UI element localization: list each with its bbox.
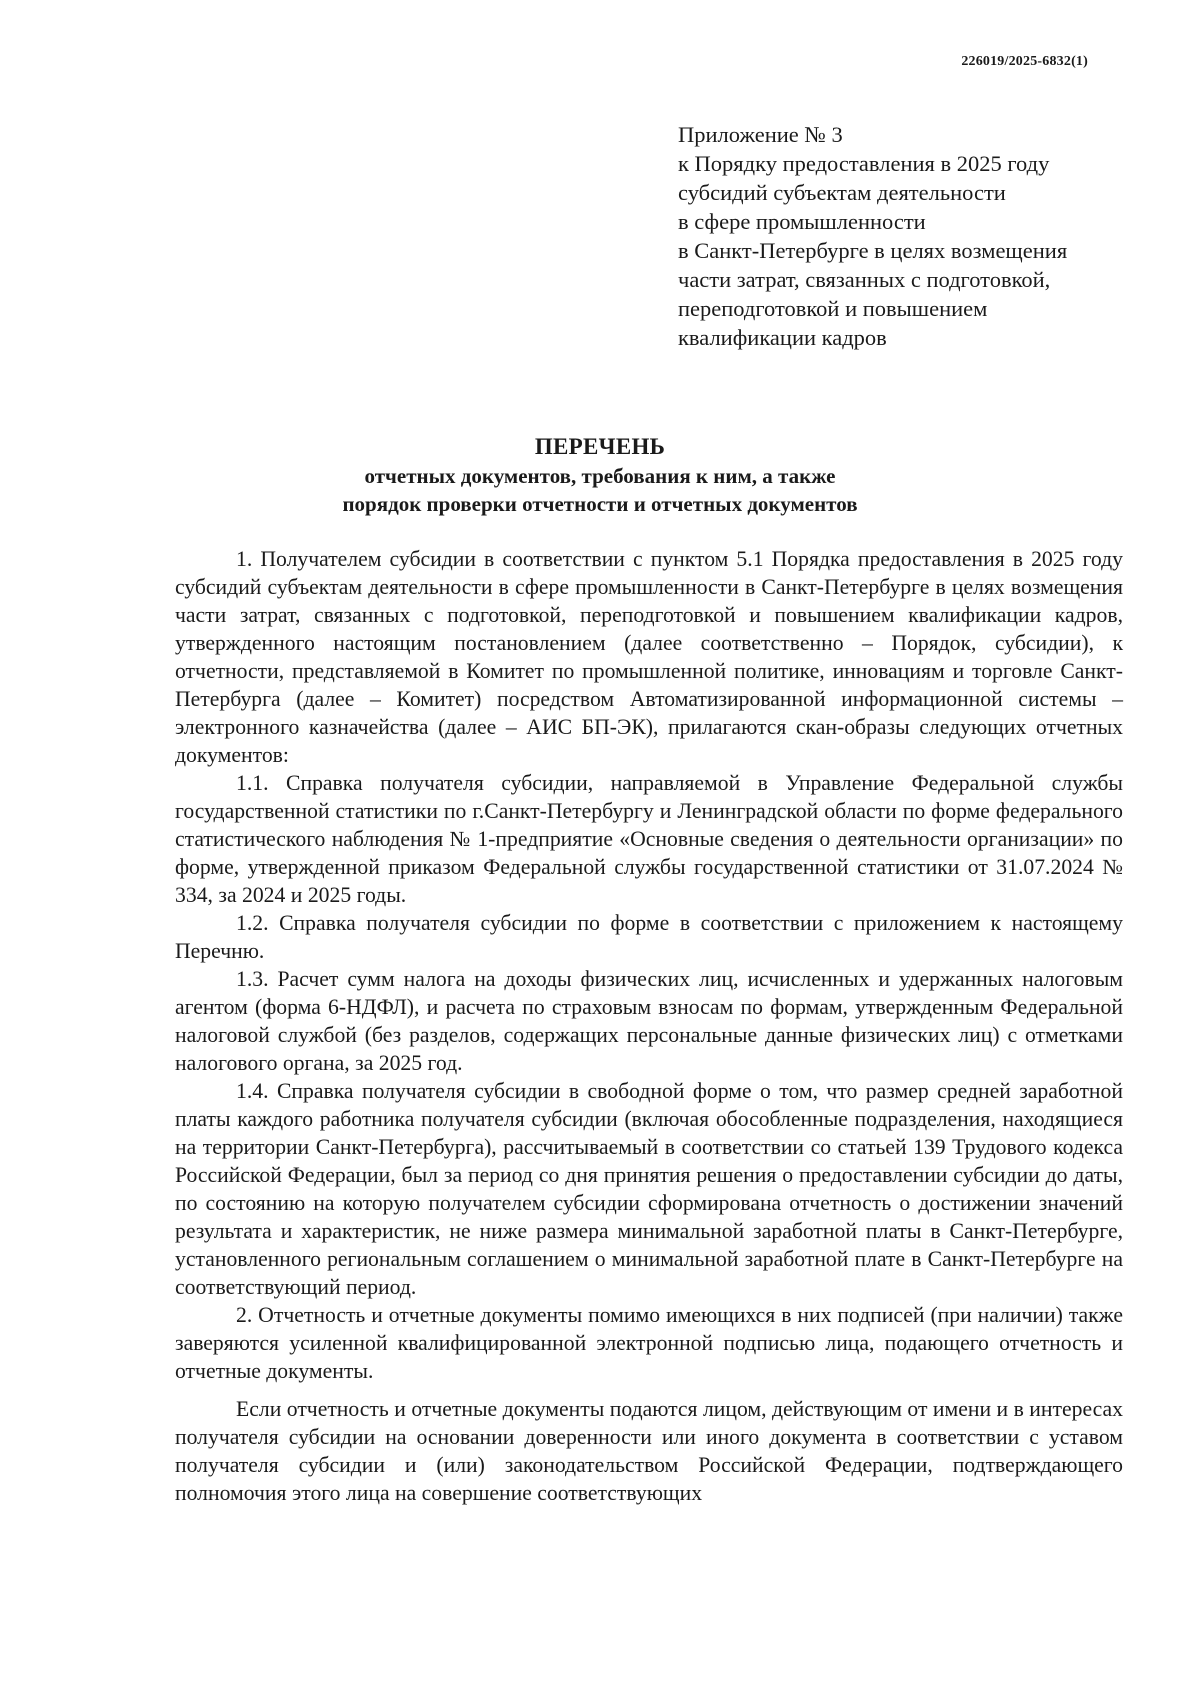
- paragraph-2-continued: Если отчетность и отчетные документы подаются лицом, действующим от имени и в интересах получателя субсидии на основании доверенности или иного документа в соответствии с уставом получателя субсидии и (или) законодательством Российской Федерации, подтверждающего полномочия этого лица на совершение соответствующих: [175, 1397, 1123, 1505]
- document-subtitle-line-2: порядок проверки отчетности и отчетных документов: [342, 492, 858, 516]
- paragraph-1-4: 1.4. Справка получателя субсидии в свободной форме о том, что размер средней заработной платы каждого работника получателя субсидии (включая обособленные подразделения, находящиеся на территории Санкт-Петербурга), рассчитываемый в соответствии со статьей 139 Трудового кодекса Российской Федерации, был за период со дня принятия решения о предоставлении субсидии до даты, по состоянию на которую получателем субсидии сформирована отчетность о достижении значений результата и характеристик, не ниже размера минимальной заработной платы в Санкт-Петербурге, установленного региональным соглашением о минимальной заработной плате в Санкт-Петербурге на соответствующий период.: [175, 1079, 1123, 1299]
- document-number: 226019/2025-6832(1): [961, 54, 1088, 69]
- appendix-line: в Санкт-Петербурге в целях возмещения: [678, 238, 1068, 263]
- appendix-line: квалификации кадров: [678, 325, 887, 350]
- document-subtitle-line-1: отчетных документов, требования к ним, а также: [364, 464, 836, 488]
- appendix-line: в сфере промышленности: [678, 209, 926, 234]
- appendix-line: переподготовкой и повышением: [678, 296, 988, 321]
- appendix-line: субсидий субъектам деятельности: [678, 180, 1006, 205]
- document-title: ПЕРЕЧЕНЬ: [534, 434, 666, 459]
- paragraph-1-2: 1.2. Справка получателя субсидии по форме в соответствии с приложением к настоящему Перечню.: [175, 911, 1123, 963]
- appendix-line: к Порядку предоставления в 2025 году: [678, 151, 1050, 176]
- paragraph-1-3: 1.3. Расчет сумм налога на доходы физических лиц, исчисленных и удержанных налоговым агентом (форма 6-НДФЛ), и расчета по страховым взносам по формам, утвержденным Федеральной налоговой службой (без разделов, содержащих персональные данные физических лиц) с отметками налогового органа, за 2025 год.: [175, 967, 1123, 1075]
- appendix-line: Приложение № 3: [678, 122, 843, 147]
- paragraph-1-1: 1.1. Справка получателя субсидии, направляемой в Управление Федеральной службы государственной статистики по г.Санкт-Петербургу и Ленинградской области по форме федерального статистического наблюдения № 1-предприятие «Основные сведения о деятельности организации» по форме, утвержденной приказом Федеральной службы государственной статистики от 31.07.2024 № 334, за 2024 и 2025 годы.: [175, 771, 1123, 907]
- appendix-line: части затрат, связанных с подготовкой,: [678, 267, 1051, 292]
- appendix-block: [678, 120, 1138, 352]
- paragraph-2: 2. Отчетность и отчетные документы помимо имеющихся в них подписей (при наличии) также заверяются усиленной квалифицированной электронной подписью лица, подающего отчетность и отчетные документы.: [175, 1303, 1123, 1383]
- document-body: [175, 545, 1123, 1507]
- document-title-block: [0, 432, 1200, 518]
- paragraph-1: 1. Получателем субсидии в соответствии с пунктом 5.1 Порядка предоставления в 2025 году субсидий субъектам деятельности в сфере промышленности в Санкт-Петербурге в целях возмещения части затрат, связанных с подготовкой, переподготовкой и повышением квалификации кадров, утвержденного настоящим постановлением (далее соответственно – Порядок, субсидии), к отчетности, представляемой в Комитет по промышленной политике, инновациям и торговле Санкт-Петербурга (далее – Комитет) посредством Автоматизированной информационной системы – электронного казначейства (далее – АИС БП-ЭК), прилагаются скан-образы следующих отчетных документов:: [175, 547, 1123, 767]
